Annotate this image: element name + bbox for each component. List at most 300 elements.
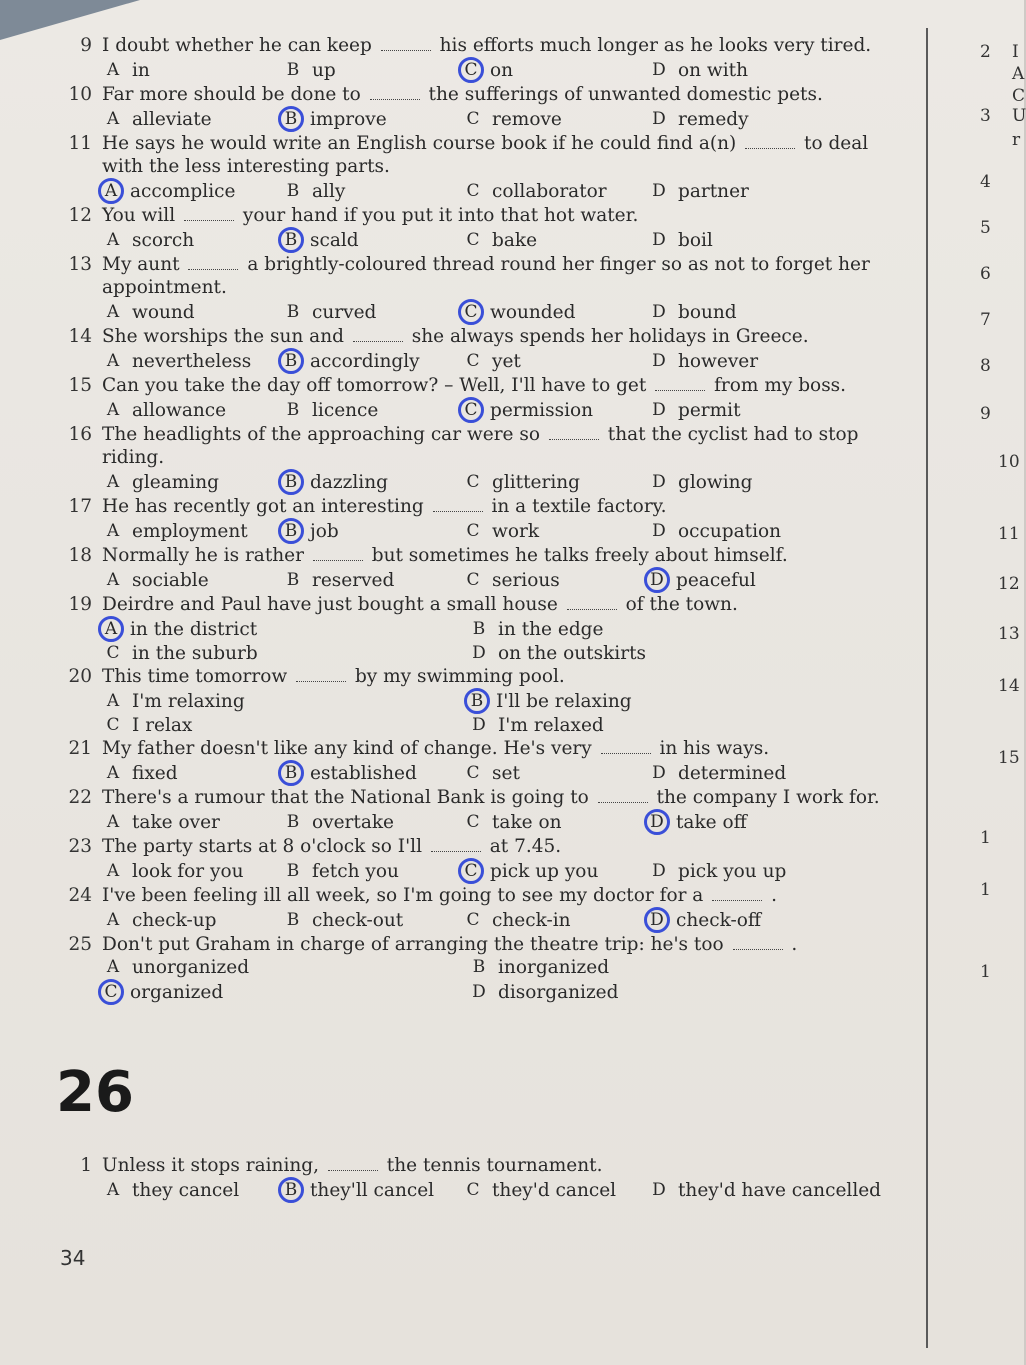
- question-text-start: The party starts at 8 o'clock so I'll: [102, 836, 428, 857]
- circled-answer-letter: C: [458, 299, 484, 325]
- question-item: [56, 544, 904, 593]
- answer-blank[interactable]: [655, 376, 705, 391]
- option-label: allowance: [132, 399, 227, 421]
- option-label: ally: [312, 180, 346, 202]
- option-label: fetch you: [312, 860, 399, 882]
- question-text-start: There's a rumour that the National Bank is going to: [102, 787, 595, 808]
- option-label: bound: [678, 301, 737, 323]
- option-letter: C: [466, 569, 480, 590]
- question-text-end: your hand if you put it into that hot water.: [237, 205, 639, 226]
- option-label: permission: [490, 399, 594, 421]
- column-divider: [926, 28, 928, 1348]
- question-number: 17: [68, 496, 92, 517]
- option-label: fixed: [132, 762, 178, 784]
- answer-option-a[interactable]: [102, 57, 282, 83]
- question-item: [56, 34, 904, 83]
- question-item: [56, 132, 904, 204]
- question-text: [102, 253, 904, 299]
- answer-blank[interactable]: [733, 935, 783, 950]
- question-item: [56, 1154, 882, 1203]
- answer-options: [102, 760, 904, 786]
- margin-question-number: 12: [998, 574, 1020, 594]
- answer-option-c[interactable]: [462, 227, 648, 253]
- question-text-start: I've been feeling ill all week, so I'm going to see my doctor for a: [102, 885, 710, 906]
- answer-blank[interactable]: [328, 1156, 378, 1171]
- answer-option-d[interactable]: [648, 299, 848, 325]
- answer-options: [102, 907, 904, 933]
- option-label: scald: [310, 229, 359, 251]
- answer-blank[interactable]: [188, 255, 238, 270]
- option-label: in the edge: [498, 618, 604, 640]
- option-letter: A: [106, 350, 120, 371]
- option-label: they'd cancel: [492, 1179, 617, 1201]
- answer-blank[interactable]: [567, 595, 617, 610]
- question-item: [56, 786, 904, 835]
- question-text: [102, 374, 904, 397]
- answer-options: [102, 616, 904, 665]
- answer-option-b[interactable]: [282, 760, 462, 786]
- question-number: 23: [68, 836, 92, 857]
- option-label: on: [490, 59, 514, 81]
- answer-option-b[interactable]: [282, 1177, 462, 1203]
- question-text-start: The headlights of the approaching car were so: [102, 424, 546, 445]
- answer-blank[interactable]: [598, 788, 648, 803]
- option-label: job: [310, 520, 339, 542]
- question-number: 25: [68, 934, 92, 955]
- question-text-end: that the cyclist had to stop riding.: [102, 424, 859, 468]
- question-line: [56, 1154, 816, 1177]
- answer-blank[interactable]: [296, 667, 346, 682]
- answer-option-a[interactable]: [102, 858, 282, 884]
- question-text-start: Deirdre and Paul have just bought a small house: [102, 594, 564, 615]
- question-text-start: He has recently got an interesting: [102, 496, 430, 517]
- answer-option-a[interactable]: [102, 809, 282, 835]
- option-label: curved: [312, 301, 377, 323]
- question-text-end: .: [785, 934, 798, 955]
- question-line: [56, 253, 904, 299]
- answer-option-d[interactable]: [648, 469, 848, 495]
- answer-option-a[interactable]: [102, 567, 282, 593]
- option-label: organized: [130, 981, 224, 1003]
- option-label: disorganized: [498, 981, 619, 1003]
- answer-option-c[interactable]: [462, 858, 648, 884]
- answer-option-b[interactable]: [282, 178, 462, 204]
- answer-options: [102, 809, 904, 835]
- option-letter: A: [106, 569, 120, 590]
- question-text-start: Can you take the day off tomorrow? – Well, I'll have to get: [102, 375, 653, 396]
- question-line: [56, 423, 904, 469]
- answer-option-c[interactable]: [462, 567, 648, 593]
- circled-answer-letter: B: [278, 760, 304, 786]
- answer-option-d[interactable]: [648, 397, 848, 423]
- answer-option-d[interactable]: [648, 907, 848, 933]
- margin-question-number: 5: [980, 218, 991, 238]
- answer-option-d[interactable]: [648, 518, 848, 544]
- option-letter: A: [106, 762, 120, 783]
- circled-answer-letter: C: [458, 858, 484, 884]
- answer-option-b[interactable]: [282, 57, 462, 83]
- margin-text-fragment: A: [1012, 64, 1025, 84]
- margin-question-number: 4: [980, 172, 991, 192]
- option-label: check-in: [492, 909, 571, 931]
- option-letter: D: [472, 981, 486, 1002]
- option-label: remedy: [678, 108, 749, 130]
- option-letter: D: [652, 59, 666, 80]
- question-number: 13: [68, 254, 92, 275]
- answer-option-d[interactable]: [648, 809, 848, 835]
- option-label: they'll cancel: [310, 1179, 435, 1201]
- answer-option-d[interactable]: [468, 979, 854, 1005]
- answer-option-d[interactable]: [648, 858, 848, 884]
- option-label: I relax: [132, 715, 193, 736]
- option-letter: A: [106, 520, 120, 541]
- question-line: [56, 374, 904, 397]
- question-number: 21: [68, 738, 92, 759]
- question-line: [56, 884, 904, 907]
- option-label: partner: [678, 180, 749, 202]
- option-letter: D: [652, 1179, 666, 1200]
- question-text-end: a brightly-coloured thread round her finger so as not to forget her appointment.: [102, 254, 870, 298]
- option-label: dazzling: [310, 471, 388, 493]
- answer-option-a[interactable]: [102, 1177, 282, 1203]
- option-letter: B: [286, 399, 300, 420]
- question-text-end: in his ways.: [653, 738, 770, 759]
- answer-option-a[interactable]: [102, 616, 468, 642]
- answer-blank[interactable]: [431, 837, 481, 852]
- question-text-end: in a textile factory.: [485, 496, 667, 517]
- option-label: improve: [310, 108, 387, 130]
- answer-option-a[interactable]: [102, 518, 282, 544]
- answer-option-c[interactable]: [462, 57, 648, 83]
- answer-option-c[interactable]: [462, 299, 648, 325]
- option-letter: D: [652, 350, 666, 371]
- answer-option-b[interactable]: [282, 567, 462, 593]
- answer-option-c[interactable]: [462, 907, 648, 933]
- option-letter: D: [652, 860, 666, 881]
- question-item: [56, 374, 904, 423]
- answer-options: [102, 469, 904, 495]
- question-text: [102, 132, 904, 178]
- answer-blank[interactable]: [433, 497, 483, 512]
- option-letter: D: [652, 180, 666, 201]
- margin-question-number: 14: [998, 676, 1020, 696]
- circled-answer-letter: D: [644, 809, 670, 835]
- option-label: set: [492, 762, 520, 784]
- answer-option-b[interactable]: [282, 809, 462, 835]
- option-label: they cancel: [132, 1179, 240, 1201]
- question-text: [102, 204, 904, 227]
- question-item: [56, 495, 904, 544]
- margin-question-number: 7: [980, 310, 991, 330]
- answer-option-b[interactable]: [282, 397, 462, 423]
- answer-option-a[interactable]: [102, 760, 282, 786]
- answer-option-c[interactable]: [462, 178, 648, 204]
- option-letter: D: [652, 301, 666, 322]
- question-text-end: the company I work for.: [650, 787, 880, 808]
- option-label: on the outskirts: [498, 643, 646, 664]
- question-text: [102, 423, 904, 469]
- option-letter: B: [286, 180, 300, 201]
- page-number: 34: [60, 1246, 86, 1270]
- option-label: on with: [678, 59, 749, 81]
- question-line: [56, 933, 904, 956]
- option-label: collaborator: [492, 180, 607, 202]
- answer-options: [102, 956, 904, 1005]
- option-letter: C: [466, 180, 480, 201]
- option-label: I'll be relaxing: [496, 690, 632, 712]
- question-item: [56, 665, 904, 737]
- answer-option-a[interactable]: [102, 469, 282, 495]
- question-line: [56, 83, 904, 106]
- answer-option-c[interactable]: [462, 1177, 648, 1203]
- question-number: 24: [68, 885, 92, 906]
- answer-option-d[interactable]: [648, 348, 848, 374]
- question-line: [56, 835, 904, 858]
- margin-question-number: 1: [980, 828, 991, 848]
- margin-text-fragment: I: [1012, 42, 1019, 62]
- answer-options: [102, 57, 904, 83]
- option-label: determined: [678, 762, 787, 784]
- answer-options: [102, 106, 904, 132]
- option-label: work: [492, 520, 540, 542]
- answer-option-b[interactable]: [282, 299, 462, 325]
- question-text-start: This time tomorrow: [102, 666, 294, 687]
- answer-option-a[interactable]: [102, 907, 282, 933]
- option-letter: A: [106, 399, 120, 420]
- option-label: boil: [678, 229, 713, 251]
- question-text: [102, 34, 904, 57]
- answer-option-b[interactable]: [282, 348, 462, 374]
- answer-option-a[interactable]: [102, 299, 282, 325]
- option-label: wounded: [490, 301, 576, 323]
- answer-blank[interactable]: [370, 85, 420, 100]
- question-text-end: the sufferings of unwanted domestic pets.: [422, 84, 823, 105]
- answer-option-c[interactable]: [462, 397, 648, 423]
- option-letter: C: [466, 108, 480, 129]
- circled-answer-letter: B: [278, 348, 304, 374]
- answer-option-d[interactable]: [468, 714, 854, 737]
- answer-option-c[interactable]: [102, 642, 468, 665]
- question-text-end: by my swimming pool.: [349, 666, 565, 687]
- circled-answer-letter: C: [458, 397, 484, 423]
- option-letter: D: [652, 471, 666, 492]
- answer-option-d[interactable]: [648, 567, 848, 593]
- option-letter: C: [466, 1179, 480, 1200]
- unit-question: [56, 1154, 882, 1203]
- option-letter: A: [106, 301, 120, 322]
- question-item: [56, 737, 904, 786]
- answer-option-a[interactable]: [102, 348, 282, 374]
- answer-option-a[interactable]: [102, 688, 468, 714]
- answer-blank[interactable]: [184, 206, 234, 221]
- question-item: [56, 835, 904, 884]
- question-text-end: but sometimes he talks freely about himself.: [365, 545, 788, 566]
- answer-option-c[interactable]: [102, 714, 468, 737]
- option-letter: C: [466, 520, 480, 541]
- circled-answer-letter: B: [278, 227, 304, 253]
- option-label: accordingly: [310, 350, 420, 372]
- answer-blank[interactable]: [712, 886, 762, 901]
- question-line: [56, 737, 904, 760]
- option-label: reserved: [312, 569, 395, 591]
- answer-options: [102, 858, 904, 884]
- question-number: 15: [68, 375, 92, 396]
- answer-option-d[interactable]: [648, 106, 848, 132]
- option-letter: B: [286, 569, 300, 590]
- answer-blank[interactable]: [353, 327, 403, 342]
- answer-option-a[interactable]: [102, 178, 282, 204]
- circled-answer-letter: A: [98, 616, 124, 642]
- answer-option-c[interactable]: [462, 760, 648, 786]
- option-label: check-out: [312, 909, 404, 931]
- option-label: occupation: [678, 520, 782, 542]
- question-text-end: .: [765, 885, 777, 906]
- option-label: peaceful: [676, 569, 756, 591]
- answer-option-b[interactable]: [282, 858, 462, 884]
- answer-option-a[interactable]: [102, 227, 282, 253]
- question-text-start: I doubt whether he can keep: [102, 35, 378, 56]
- question-line: [56, 593, 904, 616]
- answer-option-b[interactable]: [468, 688, 854, 714]
- answer-option-b[interactable]: [282, 907, 462, 933]
- answer-options: [102, 688, 904, 737]
- option-label: remove: [492, 108, 562, 130]
- option-letter: A: [106, 690, 120, 711]
- answer-option-d[interactable]: [648, 760, 848, 786]
- answer-option-c[interactable]: [462, 469, 648, 495]
- option-label: pick up you: [490, 860, 599, 882]
- answer-option-a[interactable]: [102, 956, 468, 979]
- question-line: [56, 544, 904, 567]
- question-item: [56, 884, 904, 933]
- question-item: [56, 204, 904, 253]
- option-label: scorch: [132, 229, 195, 251]
- option-label: established: [310, 762, 417, 784]
- answer-blank[interactable]: [601, 739, 651, 754]
- margin-question-number: 3: [980, 106, 991, 126]
- option-label: check-off: [676, 909, 762, 931]
- answer-option-b[interactable]: [282, 518, 462, 544]
- answer-option-b[interactable]: [468, 616, 854, 642]
- circled-answer-letter: D: [644, 567, 670, 593]
- margin-question-number: 8: [980, 356, 991, 376]
- answer-options: [102, 518, 904, 544]
- option-label: they'd have cancelled: [678, 1179, 882, 1201]
- question-number: 10: [68, 84, 92, 105]
- answer-option-c[interactable]: [462, 348, 648, 374]
- answer-blank[interactable]: [745, 134, 795, 149]
- answer-option-b[interactable]: [282, 469, 462, 495]
- option-label: take off: [676, 811, 747, 833]
- option-label: gleaming: [132, 471, 219, 493]
- question-text: [102, 933, 904, 956]
- option-letter: A: [106, 59, 120, 80]
- option-letter: D: [652, 229, 666, 250]
- option-label: take on: [492, 811, 562, 833]
- option-letter: C: [466, 229, 480, 250]
- answer-option-c[interactable]: [462, 809, 648, 835]
- margin-question-number: 1: [980, 880, 991, 900]
- answer-option-b[interactable]: [282, 106, 462, 132]
- answer-option-b[interactable]: [468, 956, 854, 979]
- margin-question-number: 6: [980, 264, 991, 284]
- option-letter: C: [466, 471, 480, 492]
- question-item: [56, 423, 904, 495]
- option-letter: A: [106, 229, 120, 250]
- margin-question-number: 9: [980, 404, 991, 424]
- answer-option-c[interactable]: [462, 518, 648, 544]
- question-number: 1: [80, 1155, 92, 1176]
- question-text-end: at 7.45.: [483, 836, 562, 857]
- answer-option-a[interactable]: [102, 106, 282, 132]
- option-letter: C: [466, 811, 480, 832]
- question-line: [56, 204, 904, 227]
- answer-option-d[interactable]: [648, 227, 848, 253]
- question-number: 16: [68, 424, 92, 445]
- option-letter: C: [106, 643, 120, 663]
- option-label: overtake: [312, 811, 395, 833]
- question-text-end: she always spends her holidays in Greece.: [405, 326, 809, 347]
- answer-blank[interactable]: [381, 36, 431, 51]
- option-letter: A: [106, 1179, 120, 1200]
- answer-options: [102, 178, 904, 204]
- circled-answer-letter: D: [644, 907, 670, 933]
- answer-option-d[interactable]: [648, 178, 848, 204]
- answer-option-a[interactable]: [102, 397, 282, 423]
- option-letter: A: [106, 860, 120, 881]
- answer-option-b[interactable]: [282, 227, 462, 253]
- answer-option-d[interactable]: [648, 1177, 882, 1203]
- option-letter: B: [286, 59, 300, 80]
- question-text: [102, 835, 904, 858]
- option-label: up: [312, 59, 336, 81]
- answer-option-d[interactable]: [468, 642, 854, 665]
- answer-option-c[interactable]: [462, 106, 648, 132]
- circled-answer-letter: C: [98, 979, 124, 1005]
- question-line: [56, 325, 904, 348]
- answer-blank[interactable]: [549, 425, 599, 440]
- margin-question-number: 2: [980, 42, 991, 62]
- question-number: 12: [68, 205, 92, 226]
- option-letter: A: [106, 108, 120, 129]
- question-text-start: My aunt: [102, 254, 186, 275]
- answer-options: [102, 227, 904, 253]
- margin-text-fragment: U: [1012, 106, 1026, 126]
- question-item: [56, 593, 904, 665]
- answer-option-d[interactable]: [648, 57, 848, 83]
- answer-options: [102, 299, 904, 325]
- question-line: [56, 34, 904, 57]
- option-label: in the suburb: [132, 643, 258, 664]
- option-letter: A: [106, 909, 120, 930]
- answer-option-c[interactable]: [102, 979, 468, 1005]
- answer-blank[interactable]: [313, 546, 363, 561]
- question-line: [56, 132, 904, 178]
- answer-options: [102, 397, 904, 423]
- option-label: wound: [132, 301, 195, 323]
- option-label: bake: [492, 229, 538, 251]
- option-label: glowing: [678, 471, 753, 493]
- margin-question-number: 15: [998, 748, 1020, 768]
- question-line: [56, 495, 904, 518]
- circled-answer-letter: B: [278, 106, 304, 132]
- option-letter: D: [472, 715, 486, 735]
- question-text-start: Unless it stops raining,: [102, 1155, 325, 1176]
- question-item: [56, 253, 904, 325]
- option-letter: A: [106, 471, 120, 492]
- question-text-end: the tennis tournament.: [380, 1155, 603, 1176]
- question-number: 22: [68, 787, 92, 808]
